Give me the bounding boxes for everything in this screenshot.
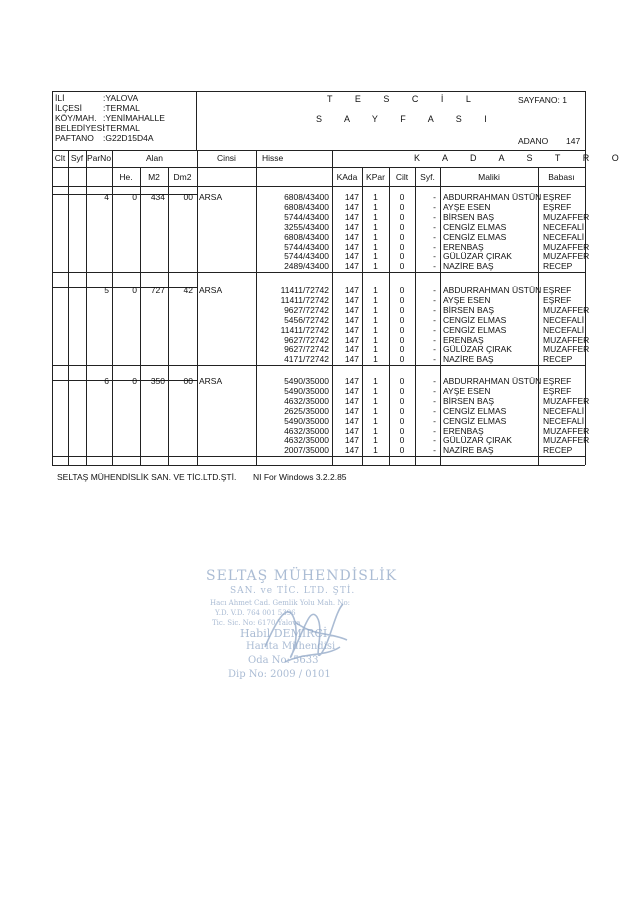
cell-cinsi: ARSA [199, 376, 223, 386]
cell-hisse: 4632/35000 [284, 435, 329, 445]
cell-syf: - [433, 406, 436, 416]
cell-syf: - [433, 344, 436, 354]
info-label-koy: KÖY/MAH. [55, 113, 97, 123]
cell-hisse: 5456/72742 [284, 315, 329, 325]
info-value-koy: :YENİMAHALLE [103, 113, 165, 123]
cell-cilt: 0 [399, 325, 405, 335]
cell-cilt: 0 [399, 305, 405, 315]
cell-babasi: EŞREF [543, 202, 572, 212]
cell-hisse: 5490/35000 [284, 416, 329, 426]
cell-hisse: 3255/43400 [284, 222, 329, 232]
cell-babasi: RECEP [543, 445, 573, 455]
cell-maliki: AYŞE ESEN [443, 202, 491, 212]
cell-cilt: 0 [399, 192, 405, 202]
title-sayfasi: S A Y F A S I [316, 114, 497, 124]
col-babasi: Babası [548, 172, 575, 182]
cell-hisse: 4171/72742 [284, 354, 329, 364]
cell-cilt: 0 [399, 285, 405, 295]
cell-hisse: 5744/43400 [284, 242, 329, 252]
cell-kada: 147 [344, 435, 359, 445]
cell-hisse: 4632/35000 [284, 396, 329, 406]
cell-kpar: 1 [373, 416, 378, 426]
cell-maliki: CENGİZ ELMAS [443, 416, 507, 426]
cell-hisse: 2007/35000 [284, 445, 329, 455]
cell-hisse: 2489/43400 [284, 261, 329, 271]
cell-kpar: 1 [373, 354, 378, 364]
cell-babasi: MUZAFFER [543, 335, 590, 345]
cell-kpar: 1 [373, 192, 378, 202]
footer-company: SELTAŞ MÜHENDİSLİK SAN. VE TİC.LTD.ŞTİ. [57, 472, 237, 482]
stamp-line7: Harita Mühendisi [246, 641, 336, 652]
sayfano: SAYFANO: 1 [518, 95, 567, 105]
cell-syf: - [433, 435, 436, 445]
stamp-line6: Habil DEMİRCİ [240, 627, 328, 640]
cell-cilt: 0 [399, 222, 405, 232]
stamp-line9: Dip No: 2009 / 0101 [228, 669, 331, 680]
cell-dm2: 00 [183, 376, 193, 386]
cell-hisse: 11411/72742 [280, 285, 329, 295]
cell-kpar: 1 [373, 325, 378, 335]
cell-he: 0 [132, 376, 137, 386]
cell-syf: - [433, 212, 436, 222]
cell-kada: 147 [344, 242, 359, 252]
cell-cilt: 0 [399, 344, 405, 354]
cell-kada: 147 [344, 192, 359, 202]
cell-kada: 147 [344, 376, 359, 386]
cell-syf: - [433, 242, 436, 252]
cell-babasi: RECEP [543, 261, 573, 271]
cell-babasi: EŞREF [543, 285, 572, 295]
cell-kpar: 1 [373, 251, 378, 261]
col-kada: KAda [336, 172, 358, 182]
col-dm2: Dm2 [173, 172, 192, 182]
stamp-line5: Tic. Sic. No: 6170 Yalova [212, 619, 301, 627]
cell-cilt: 0 [399, 396, 405, 406]
cell-syf: - [433, 376, 436, 386]
cell-babasi: MUZAFFER [543, 305, 590, 315]
cell-kpar: 1 [373, 435, 378, 445]
cell-cilt: 0 [399, 416, 405, 426]
title-tescil: T E S C İ L [327, 94, 481, 104]
cell-dm2: 00 [183, 192, 193, 202]
cell-babasi: NECEFALİ [543, 416, 585, 426]
cell-kada: 147 [344, 285, 359, 295]
cell-kpar: 1 [373, 376, 378, 386]
cell-kpar: 1 [373, 406, 378, 416]
cell-babasi: EŞREF [543, 376, 572, 386]
stamp-line3: Hacı Ahmet Cad. Gemlik Yolu Mah. No: [210, 599, 351, 607]
cell-cinsi: ARSA [199, 192, 223, 202]
cell-syf: - [433, 354, 436, 364]
cell-cilt: 0 [399, 406, 405, 416]
cell-maliki: BİRSEN BAŞ [443, 212, 495, 222]
cell-syf: - [433, 315, 436, 325]
cell-babasi: NECEFALİ [543, 325, 585, 335]
cell-syf: - [433, 445, 436, 455]
cell-syf: - [433, 295, 436, 305]
col-m2: M2 [148, 172, 160, 182]
cell-kada: 147 [344, 354, 359, 364]
col-syf: Syf [70, 153, 84, 163]
cell-maliki: GÜLÜZAR ÇIRAK [443, 344, 512, 354]
col-cilt: Clt [54, 153, 66, 163]
cell-kpar: 1 [373, 335, 378, 345]
cell-syf: - [433, 396, 436, 406]
col-alan: Alan [145, 153, 163, 163]
cell-babasi: EŞREF [543, 386, 572, 396]
cell-kada: 147 [344, 305, 359, 315]
info-value-ilce: :TERMAL [103, 103, 140, 113]
cell-hisse: 6808/43400 [284, 202, 329, 212]
cell-hisse: 11411/72742 [280, 295, 329, 305]
cell-hisse: 5744/43400 [284, 212, 329, 222]
cell-hisse: 6808/43400 [284, 192, 329, 202]
cell-kada: 147 [344, 251, 359, 261]
cell-cilt: 0 [399, 232, 405, 242]
cell-cilt: 0 [399, 386, 405, 396]
cell-hisse: 6808/43400 [284, 232, 329, 242]
cell-maliki: CENGİZ ELMAS [443, 315, 507, 325]
cell-syf: - [433, 285, 436, 295]
cell-kada: 147 [344, 202, 359, 212]
cell-kada: 147 [344, 416, 359, 426]
cell-kada: 147 [344, 315, 359, 325]
cell-cilt: 0 [399, 445, 405, 455]
cell-babasi: MUZAFFER [543, 435, 590, 445]
stamp-line8: Oda No: 5633 [248, 655, 319, 666]
cell-syf: - [433, 325, 436, 335]
col-kpar: KPar [366, 172, 385, 182]
cell-kpar: 1 [373, 315, 378, 325]
cell-babasi: NECEFALİ [543, 222, 585, 232]
cell-cilt: 0 [399, 376, 405, 386]
adano-label: ADANO [518, 136, 549, 146]
stamp-line1: SELTAŞ MÜHENDİSLİK [206, 568, 398, 584]
cell-he: 0 [132, 192, 137, 202]
cell-kada: 147 [344, 232, 359, 242]
cell-parno: 4 [104, 192, 109, 202]
cell-kpar: 1 [373, 305, 378, 315]
cell-cilt: 0 [399, 426, 405, 436]
cell-cilt: 0 [399, 354, 405, 364]
cell-babasi: EŞREF [543, 295, 572, 305]
cell-kada: 147 [344, 344, 359, 354]
stamp-line4: Y.D. V.D. 764 001 5396 [215, 609, 296, 617]
cell-syf: - [433, 192, 436, 202]
cell-kada: 147 [344, 386, 359, 396]
cell-kpar: 1 [373, 232, 378, 242]
cell-cilt: 0 [399, 335, 405, 345]
cell-hisse: 9627/72742 [284, 344, 329, 354]
col-parno: ParNo [86, 153, 112, 163]
cell-kada: 147 [344, 335, 359, 345]
cell-syf: - [433, 261, 436, 271]
cell-maliki: ABDURRAHMAN ÜSTÜN [443, 285, 542, 295]
cell-cilt: 0 [399, 261, 405, 271]
info-label-pafta: PAFTANO [55, 133, 94, 143]
info-value-pafta: :G22D15D4A [103, 133, 154, 143]
cell-babasi: MUZAFFER [543, 251, 590, 261]
cell-cilt: 0 [399, 242, 405, 252]
footer-software: NI For Windows 3.2.2.85 [253, 472, 347, 482]
cell-hisse: 5744/43400 [284, 251, 329, 261]
cell-cilt: 0 [399, 202, 405, 212]
cell-syf: - [433, 251, 436, 261]
cell-kada: 147 [344, 396, 359, 406]
cell-babasi: EŞREF [543, 192, 572, 202]
cell-syf: - [433, 335, 436, 345]
cell-maliki: CENGİZ ELMAS [443, 406, 507, 416]
cell-maliki: ABDURRAHMAN ÜSTÜN [443, 192, 542, 202]
cell-maliki: ERENBAŞ [443, 242, 484, 252]
info-value-belediye: :TERMAL [103, 123, 140, 133]
cell-maliki: CENGİZ ELMAS [443, 232, 507, 242]
cell-kada: 147 [344, 261, 359, 271]
stamp-line2: SAN. ve TİC. LTD. ŞTİ. [230, 586, 356, 596]
cell-hisse: 5490/35000 [284, 386, 329, 396]
cell-babasi: NECEFALİ [543, 232, 585, 242]
cell-syf: - [433, 202, 436, 212]
cell-maliki: GÜLÜZAR ÇIRAK [443, 251, 512, 261]
cell-kada: 147 [344, 325, 359, 335]
cell-kada: 147 [344, 445, 359, 455]
cell-hisse: 4632/35000 [284, 426, 329, 436]
cell-syf: - [433, 232, 436, 242]
cell-maliki: BİRSEN BAŞ [443, 396, 495, 406]
col-cinsi: Cinsi [217, 153, 236, 163]
cell-babasi: MUZAFFER [543, 242, 590, 252]
info-label-belediye: BELEDİYESİ [55, 123, 105, 133]
col-he: He. [119, 172, 133, 182]
cell-kada: 147 [344, 295, 359, 305]
cell-kpar: 1 [373, 344, 378, 354]
cell-syf: - [433, 305, 436, 315]
cell-babasi: NECEFALİ [543, 406, 585, 416]
cell-maliki: NAZİRE BAŞ [443, 261, 494, 271]
col-ksyf: Syf. [420, 172, 435, 182]
col-kcilt: Cilt [395, 172, 409, 182]
cell-kpar: 1 [373, 261, 378, 271]
signature-scribble [255, 592, 355, 682]
cell-kpar: 1 [373, 202, 378, 212]
cell-maliki: ERENBAŞ [443, 426, 484, 436]
cell-he: 0 [132, 285, 137, 295]
cell-babasi: MUZAFFER [543, 344, 590, 354]
cell-cilt: 0 [399, 315, 405, 325]
col-kadastro: K A D A S T R O [414, 153, 629, 163]
cell-maliki: NAZİRE BAŞ [443, 354, 494, 364]
cell-cilt: 0 [399, 435, 405, 445]
cell-babasi: NECEFALİ [543, 315, 585, 325]
cell-kpar: 1 [373, 396, 378, 406]
cell-maliki: CENGİZ ELMAS [443, 222, 507, 232]
cell-kpar: 1 [373, 212, 378, 222]
cell-kada: 147 [344, 222, 359, 232]
cell-maliki: BİRSEN BAŞ [443, 305, 495, 315]
cell-kpar: 1 [373, 295, 378, 305]
cell-cinsi: ARSA [199, 285, 223, 295]
cell-babasi: MUZAFFER [543, 396, 590, 406]
col-hisse: Hisse [262, 153, 284, 163]
cell-maliki: AYŞE ESEN [443, 295, 491, 305]
cell-kpar: 1 [373, 242, 378, 252]
cell-kpar: 1 [373, 386, 378, 396]
cell-parno: 5 [104, 285, 109, 295]
cell-maliki: ERENBAŞ [443, 335, 484, 345]
cell-m2: 434 [150, 192, 165, 202]
cell-hisse: 11411/72742 [280, 325, 329, 335]
cell-syf: - [433, 222, 436, 232]
cell-syf: - [433, 416, 436, 426]
cell-hisse: 5490/35000 [284, 376, 329, 386]
cell-kpar: 1 [373, 445, 378, 455]
cell-kpar: 1 [373, 426, 378, 436]
cell-maliki: NAZİRE BAŞ [443, 445, 494, 455]
cell-babasi: RECEP [543, 354, 573, 364]
cell-kada: 147 [344, 212, 359, 222]
col-maliki: Maliki [478, 172, 500, 182]
cell-maliki: AYŞE ESEN [443, 386, 491, 396]
cell-kpar: 1 [373, 285, 378, 295]
cell-hisse: 9627/72742 [284, 305, 329, 315]
cell-babasi: MUZAFFER [543, 212, 590, 222]
cell-hisse: 2625/35000 [284, 406, 329, 416]
cell-syf: - [433, 386, 436, 396]
cell-m2: 727 [150, 285, 165, 295]
cell-cilt: 0 [399, 251, 405, 261]
cell-kpar: 1 [373, 222, 378, 232]
info-label-il: İLİ [55, 93, 65, 103]
cell-cilt: 0 [399, 295, 405, 305]
cell-kada: 147 [344, 406, 359, 416]
cell-maliki: GÜLÜZAR ÇIRAK [443, 435, 512, 445]
cell-babasi: MUZAFFER [543, 426, 590, 436]
info-value-il: :YALOVA [103, 93, 139, 103]
cell-maliki: ABDURRAHMAN ÜSTÜN [443, 376, 542, 386]
cell-m2: 350 [150, 376, 165, 386]
cell-dm2: 42 [183, 285, 193, 295]
adano-value: 147 [566, 136, 581, 146]
info-label-ilce: İLÇESİ [55, 103, 82, 113]
cell-syf: - [433, 426, 436, 436]
cell-maliki: CENGİZ ELMAS [443, 325, 507, 335]
cell-hisse: 9627/72742 [284, 335, 329, 345]
cell-kada: 147 [344, 426, 359, 436]
cell-cilt: 0 [399, 212, 405, 222]
cell-parno: 6 [104, 376, 109, 386]
